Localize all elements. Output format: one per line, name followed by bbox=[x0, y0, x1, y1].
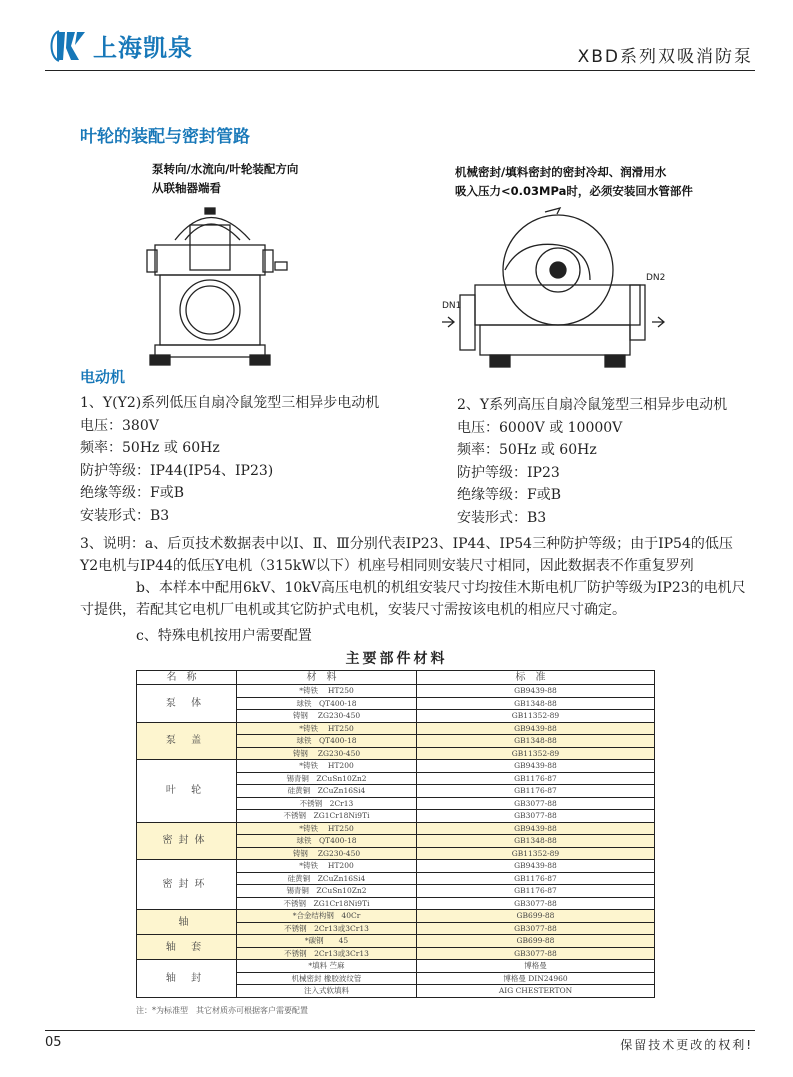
material-cell: 机械密封 橡胶波纹管 bbox=[237, 972, 417, 985]
header-divider bbox=[45, 70, 755, 71]
standard-cell: GB3077-88 bbox=[417, 897, 655, 910]
caption-line: 机械密封/填料密封的密封冷却、润滑用水 bbox=[455, 165, 667, 179]
material-cell: 注入式软填料 bbox=[237, 985, 417, 998]
part-name-cell: 轴 封 bbox=[137, 960, 237, 998]
standard-cell: GB699-88 bbox=[417, 910, 655, 923]
section-title-impeller: 叶轮的装配与密封管路 bbox=[80, 127, 250, 147]
table-row bbox=[137, 860, 655, 873]
standard-cell: GB1176-87 bbox=[417, 785, 655, 798]
material-cell: *铸铁 HT200 bbox=[237, 860, 417, 873]
note-line: c、特殊电机按用户需要配置 bbox=[80, 628, 312, 644]
caption-line: 泵转向/水流向/叶轮装配方向 bbox=[152, 162, 299, 176]
table-row bbox=[137, 685, 655, 698]
material-cell: 铸钢 ZG230-450 bbox=[237, 847, 417, 860]
standard-cell: GB11352-89 bbox=[417, 710, 655, 723]
standard-cell: GB9439-88 bbox=[417, 722, 655, 735]
standard-cell: GB11352-89 bbox=[417, 847, 655, 860]
note-line: 3、说明：a、后页技术数据表中以Ⅰ、Ⅱ、Ⅲ分别代表IP23、IP44、IP54三种防护等级；由于IP54的低压 bbox=[80, 536, 733, 552]
standard-cell: GB1176-87 bbox=[417, 885, 655, 898]
standard-cell: GB9439-88 bbox=[417, 822, 655, 835]
spec-line: 安装形式：B3 bbox=[457, 509, 547, 526]
table-title: 主要部件材料 bbox=[345, 651, 448, 667]
material-cell: *碳钢 45 bbox=[237, 935, 417, 948]
material-cell: *铸铁 HT200 bbox=[237, 760, 417, 773]
material-cell: 不锈钢 ZG1Cr18Ni9Ti bbox=[237, 897, 417, 910]
section-title-motor: 电动机 bbox=[80, 368, 126, 386]
standard-cell: 博格曼 bbox=[417, 960, 655, 973]
standard-cell: GB1348-88 bbox=[417, 735, 655, 748]
material-cell: 不锈钢 2Cr13 bbox=[237, 797, 417, 810]
note-line: Y2电机与IP44的低压Y电机（315kW以下）机座号相同则安装尺寸相同，因此数据表不作重复罗列 bbox=[80, 558, 694, 574]
material-cell: 不锈钢 2Cr13或3Cr13 bbox=[237, 922, 417, 935]
motor-spec-low-voltage bbox=[80, 392, 379, 527]
dn2-label: DN2 bbox=[646, 273, 665, 283]
column-header: 标准 bbox=[417, 671, 655, 685]
table-row bbox=[137, 910, 655, 923]
spec-line: 绝缘等级：F或B bbox=[80, 485, 185, 501]
column-header: 材料 bbox=[237, 671, 417, 685]
part-name-cell: 泵 体 bbox=[137, 685, 237, 723]
pump-end-view-drawing bbox=[135, 200, 290, 370]
spec-line: 防护等级：IP44(IP54、IP23) bbox=[80, 462, 274, 479]
standard-cell: GB1176-87 bbox=[417, 872, 655, 885]
materials-table bbox=[136, 670, 655, 998]
material-cell: *填料 苎麻 bbox=[237, 960, 417, 973]
part-name-cell: 密封体 bbox=[137, 822, 237, 860]
standard-cell: GB3077-88 bbox=[417, 922, 655, 935]
spec-line: 绝缘等级：F或B bbox=[457, 487, 562, 503]
material-cell: 硅黄铜 ZCuZn16Si4 bbox=[237, 785, 417, 798]
table-row bbox=[137, 722, 655, 735]
standard-cell: 博格曼 DIN24960 bbox=[417, 972, 655, 985]
material-cell: *铸铁 HT250 bbox=[237, 685, 417, 698]
spec-line: 2、Y系列高压自扇冷鼠笼型三相异步电动机 bbox=[457, 397, 728, 413]
rights-notice: 保留技术更改的权利! bbox=[620, 1038, 753, 1052]
table-header-row bbox=[137, 671, 655, 685]
spec-line: 安装形式：B3 bbox=[80, 507, 170, 524]
brand-name: 上海凯泉 bbox=[93, 34, 193, 62]
spec-line: 电压：6000V 或 10000V bbox=[457, 419, 623, 436]
document-title: XBD系列双吸消防泵 bbox=[577, 47, 753, 67]
material-cell: *铸铁 HT250 bbox=[237, 722, 417, 735]
part-name-cell: 叶 轮 bbox=[137, 760, 237, 823]
table-row bbox=[137, 935, 655, 948]
dn1-label: DN1 bbox=[442, 301, 462, 311]
standard-cell: AIG CHESTERTON bbox=[417, 985, 655, 998]
standard-cell: GB11352-89 bbox=[417, 747, 655, 760]
material-cell: *合金结构钢 40Cr bbox=[237, 910, 417, 923]
logo-mark-icon bbox=[45, 29, 89, 63]
page-number: 05 bbox=[45, 1035, 62, 1050]
left-caption bbox=[152, 160, 298, 198]
note-line: b、本样本中配用6kV、10kV高压电机的机组安装尺寸均按佳木斯电机厂防护等级为IP23的电机尺 bbox=[80, 580, 746, 596]
spec-line: 电压：380V bbox=[80, 417, 159, 434]
standard-cell: GB3077-88 bbox=[417, 797, 655, 810]
standard-cell: GB1176-87 bbox=[417, 772, 655, 785]
column-header: 名称 bbox=[137, 671, 237, 685]
material-cell: 不锈钢 2Cr13或3Cr13 bbox=[237, 947, 417, 960]
material-cell: 锡青铜 ZCuSn10Zn2 bbox=[237, 772, 417, 785]
brand-logo bbox=[45, 28, 193, 63]
material-cell: 不锈钢 ZG1Cr18Ni9Ti bbox=[237, 810, 417, 823]
material-cell: 锡青铜 ZCuSn10Zn2 bbox=[237, 885, 417, 898]
standard-cell: GB3077-88 bbox=[417, 810, 655, 823]
standard-cell: GB9439-88 bbox=[417, 760, 655, 773]
spec-line: 1、Y(Y2)系列低压自扇冷鼠笼型三相异步电动机 bbox=[80, 395, 380, 411]
notes-paragraph bbox=[80, 533, 746, 647]
part-name-cell: 轴 bbox=[137, 910, 237, 935]
part-name-cell: 泵 盖 bbox=[137, 722, 237, 760]
table-row bbox=[137, 960, 655, 973]
material-cell: 铸钢 ZG230-450 bbox=[237, 747, 417, 760]
part-name-cell: 轴 套 bbox=[137, 935, 237, 960]
material-cell: 铸钢 ZG230-450 bbox=[237, 710, 417, 723]
note-line: 寸提供，若配其它电机厂电机或其它防护式电机，安装尺寸需按该电机的相应尺寸确定。 bbox=[80, 602, 626, 618]
spec-line: 频率：50Hz 或 60Hz bbox=[457, 442, 597, 458]
motor-spec-high-voltage bbox=[457, 394, 727, 529]
part-name-cell: 密封环 bbox=[137, 860, 237, 910]
caption-line: 吸入压力<0.03MPa时，必须安装回水管部件 bbox=[455, 184, 693, 198]
table-row bbox=[137, 822, 655, 835]
material-cell: *铸铁 HT250 bbox=[237, 822, 417, 835]
standard-cell: GB9439-88 bbox=[417, 860, 655, 873]
standard-cell: GB1348-88 bbox=[417, 697, 655, 710]
footer-divider bbox=[45, 1030, 755, 1031]
material-cell: 球铁 QT400-18 bbox=[237, 835, 417, 848]
standard-cell: GB699-88 bbox=[417, 935, 655, 948]
spec-line: 频率：50Hz 或 60Hz bbox=[80, 440, 220, 456]
standard-cell: GB1348-88 bbox=[417, 835, 655, 848]
right-caption bbox=[455, 163, 693, 201]
material-cell: 球铁 QT400-18 bbox=[237, 735, 417, 748]
table-row bbox=[137, 760, 655, 773]
table-note: 注：*为标准型 其它材质亦可根据客户需要配置 bbox=[136, 1006, 308, 1015]
standard-cell: GB9439-88 bbox=[417, 685, 655, 698]
material-cell: 球铁 QT400-18 bbox=[237, 697, 417, 710]
pump-section-drawing bbox=[440, 200, 665, 375]
caption-line: 从联轴器端看 bbox=[152, 181, 221, 195]
material-cell: 硅黄铜 ZCuZn16Si4 bbox=[237, 872, 417, 885]
standard-cell: GB3077-88 bbox=[417, 947, 655, 960]
spec-line: 防护等级：IP23 bbox=[457, 464, 560, 481]
